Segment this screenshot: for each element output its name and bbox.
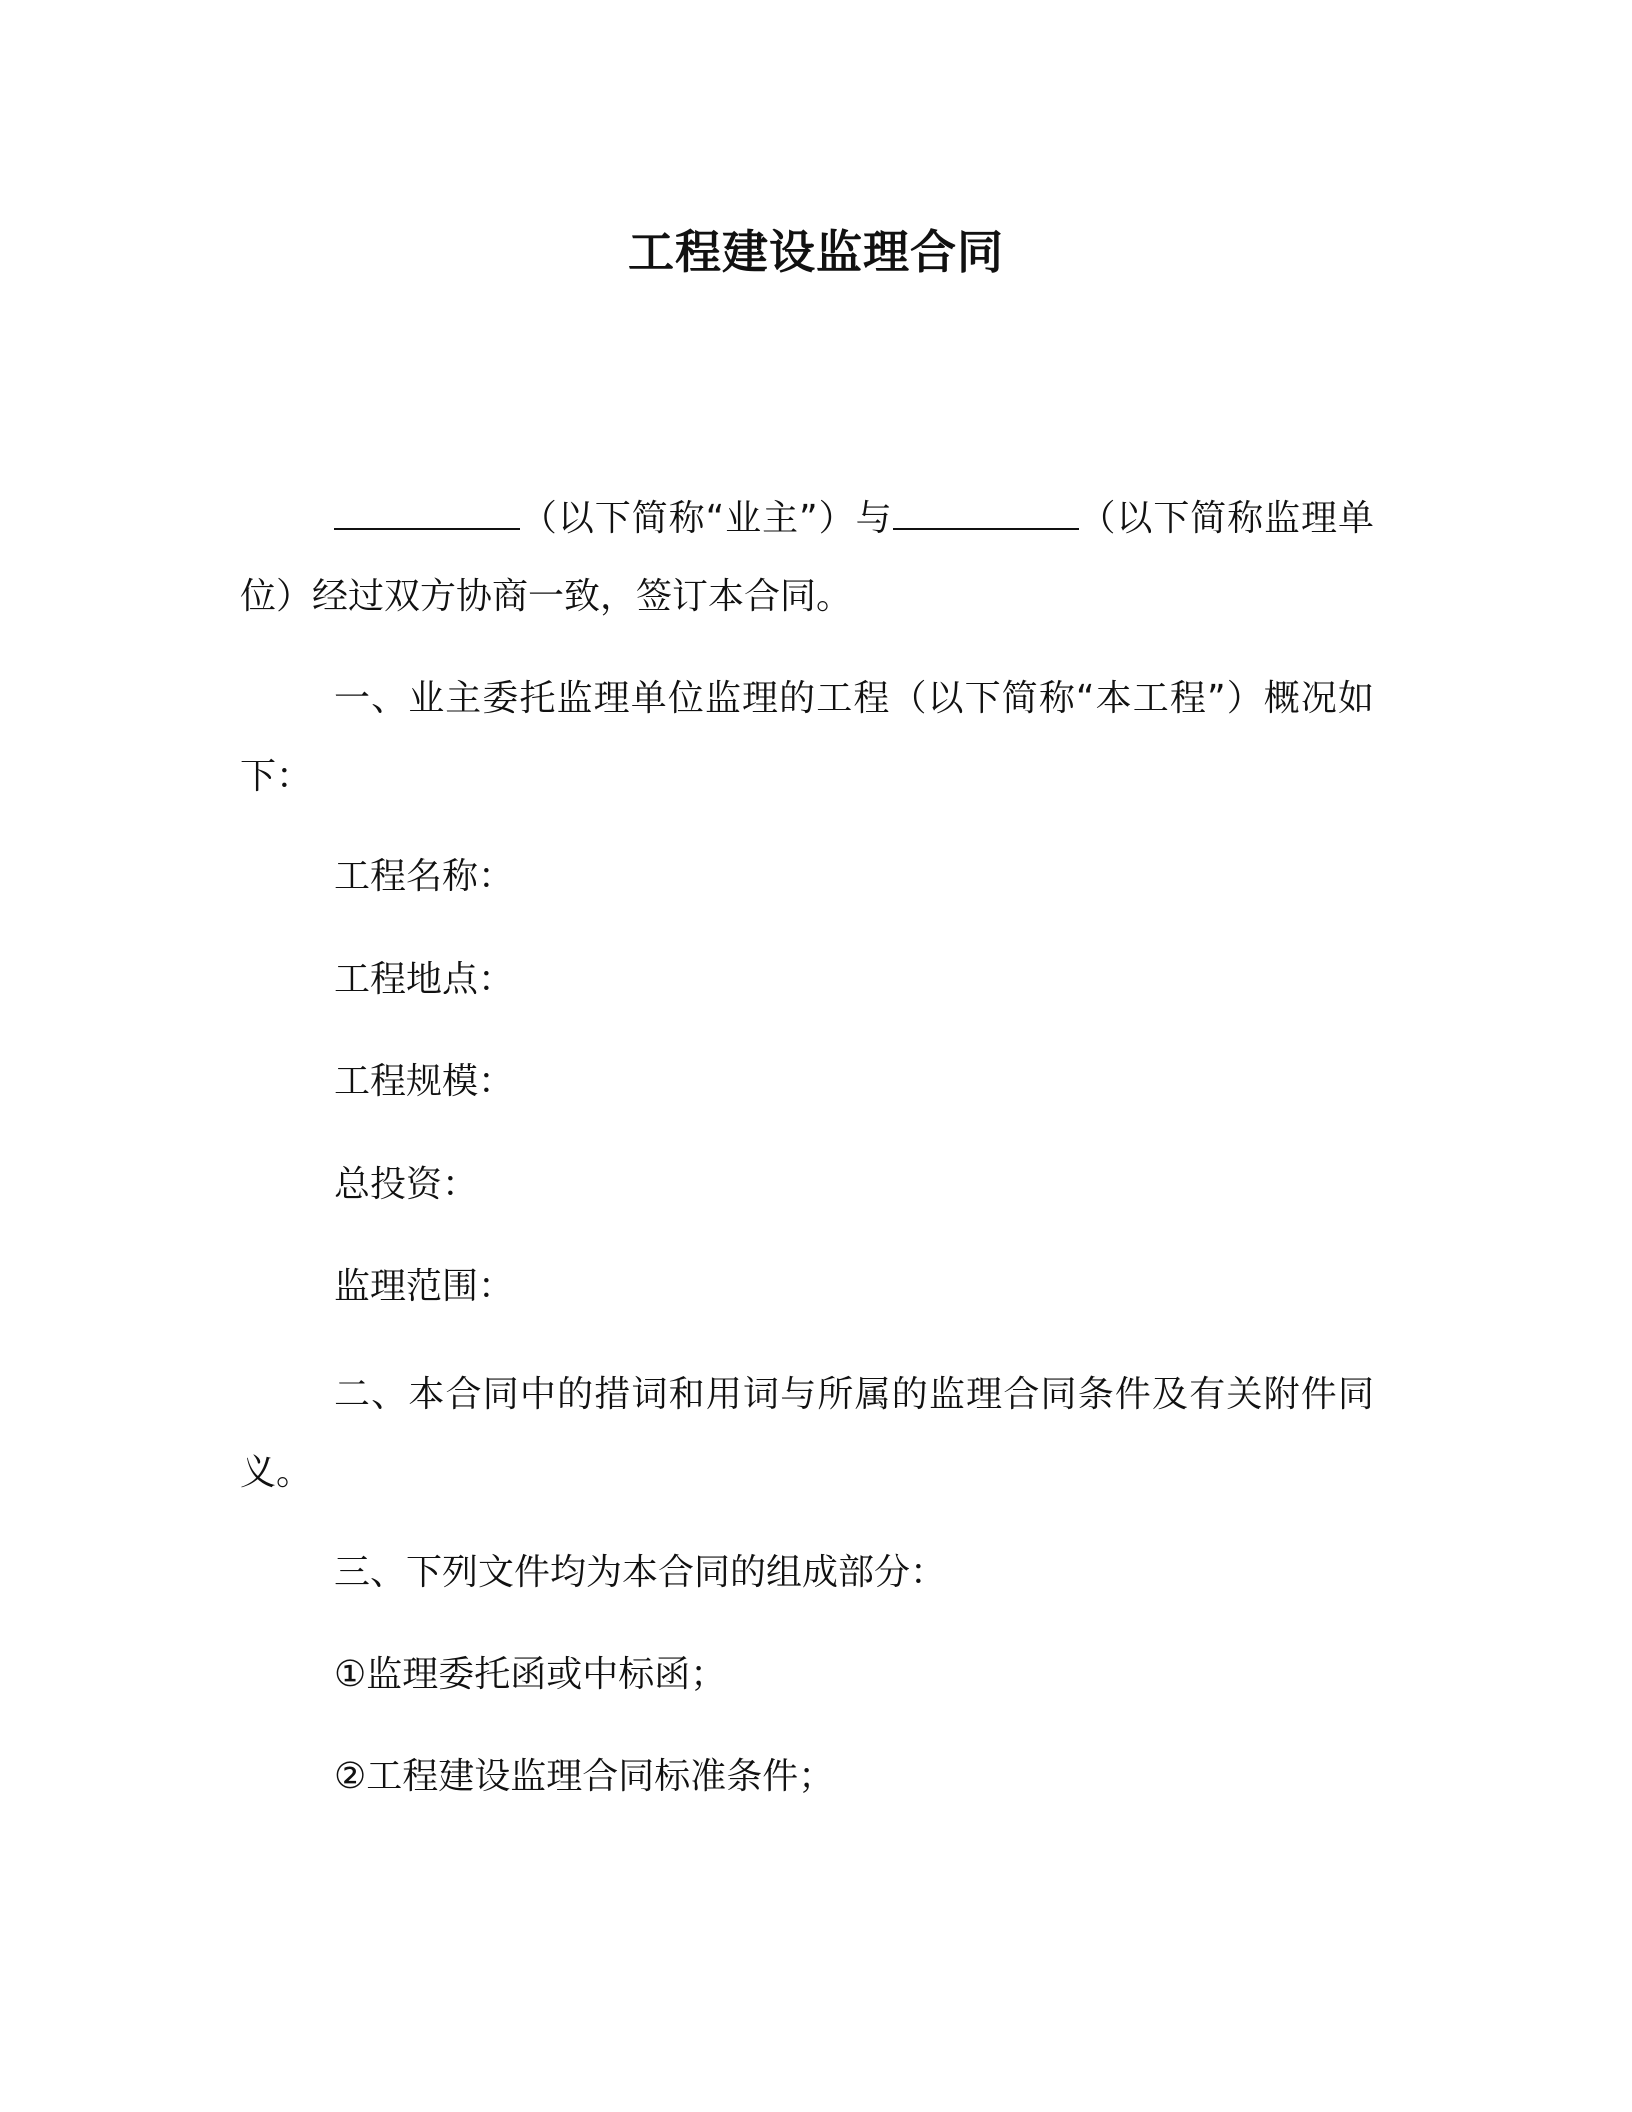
project-location-label: 工程地点： xyxy=(334,959,515,1000)
intro-text-part1: （以下简称“业主”）与 xyxy=(520,498,893,539)
supervision-scope-label: 监理范围： xyxy=(334,1266,515,1307)
intro-paragraph xyxy=(240,480,1374,636)
clause-2: 二、本合同中的措词和用词与所属的监理合同条件及有关附件同义。 xyxy=(240,1374,1374,1493)
total-investment-label: 总投资： xyxy=(334,1164,479,1205)
clause-1: 一、业主委托监理单位监理的工程（以下简称“本工程”）概况如下： xyxy=(240,678,1374,797)
document-item-1: ①监理委托函或中标函； xyxy=(334,1654,727,1695)
party-a-blank xyxy=(334,492,520,530)
document-item-2: ②工程建设监理合同标准条件； xyxy=(334,1756,835,1797)
party-b-blank xyxy=(893,492,1079,530)
intro-text-part2: （以下简称监理单位）经过双方协商一致，签订本合同。 xyxy=(240,498,1374,617)
clause-3: 三、下列文件均为本合同的组成部分： xyxy=(334,1552,947,1593)
document-title: 工程建设监理合同 xyxy=(628,225,1004,279)
project-scale-label: 工程规模： xyxy=(334,1061,515,1102)
project-name-label: 工程名称： xyxy=(334,856,515,897)
